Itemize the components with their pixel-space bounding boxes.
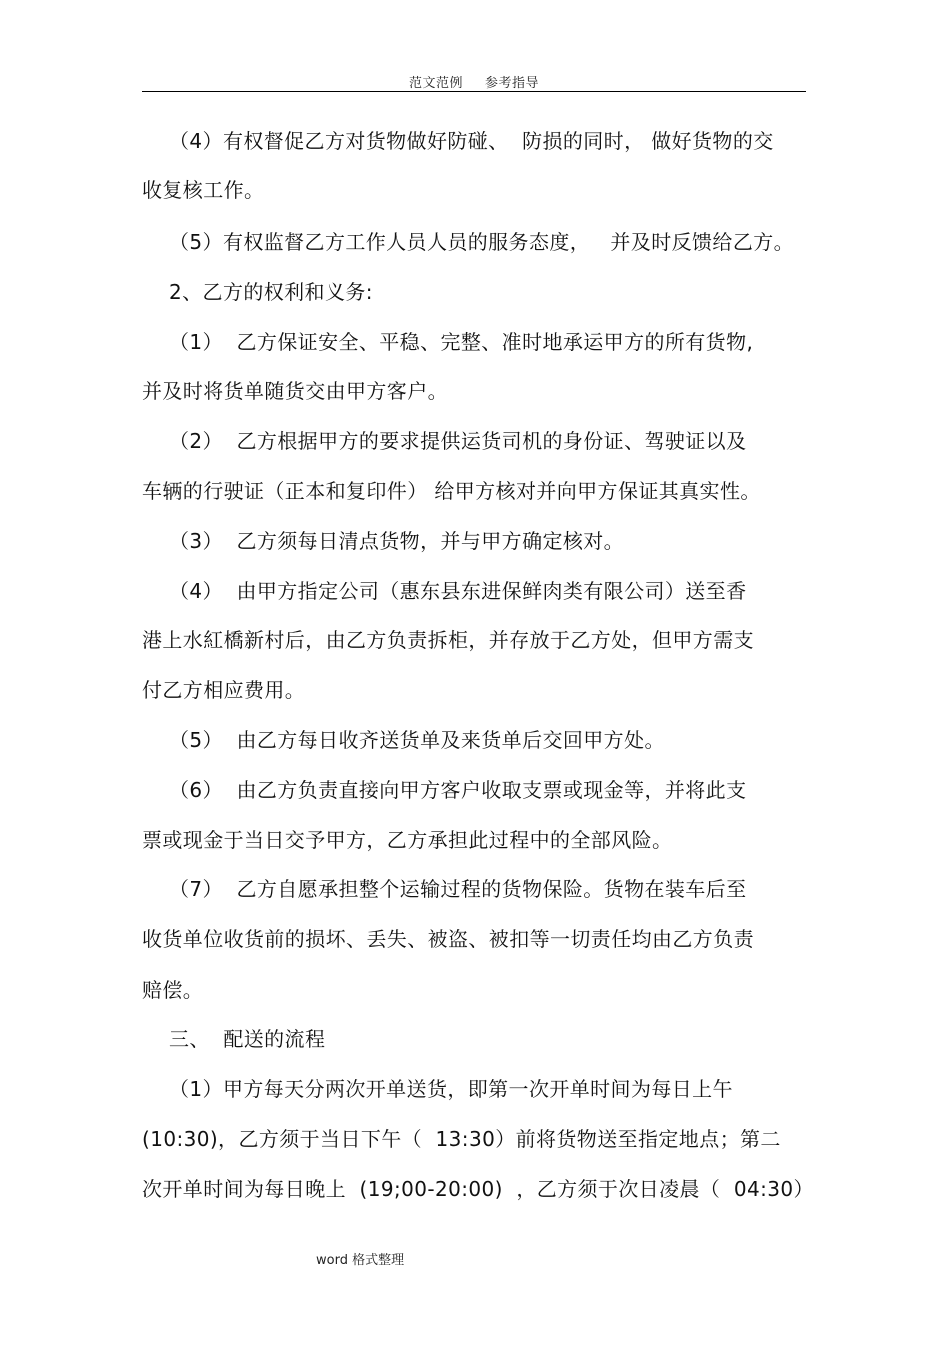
text-line: 票或现金于当日交予甲方，乙方承担此过程中的全部风险。 [142, 828, 673, 852]
text-line: 车辆的行驶证（正本和复印件） 给甲方核对并向甲方保证其真实性。 [142, 479, 761, 503]
text-line: 港上水紅橋新村后，由乙方负责拆柜，并存放于乙方处，但甲方需支 [142, 628, 754, 652]
text-line: 收货单位收货前的损坏、丢失、被盗、被扣等一切责任均由乙方负责 [142, 927, 754, 951]
text-line: 2、乙方的权利和义务: [142, 280, 373, 304]
section-heading: 三、 配送的流程 [142, 1027, 326, 1051]
text-line: （4） 由甲方指定公司（惠东县东进保鲜肉类有限公司）送至香 [142, 579, 747, 603]
text-line: （3） 乙方须每日清点货物，并与甲方确定核对。 [142, 529, 625, 553]
text-line: （1） 乙方保证安全、平稳、完整、准时地承运甲方的所有货物, [142, 330, 754, 354]
header-right: 参考指导 [485, 76, 540, 91]
page-header [142, 72, 806, 91]
text-line: （5）有权监督乙方工作人员人员的服务态度， 并及时反馈给乙方。 [142, 230, 795, 254]
text-line: 收复核工作。 [142, 178, 265, 202]
text-line: （4）有权督促乙方对货物做好防碰、 防损的同时， 做好货物的交 [142, 129, 774, 153]
text-line: 赔偿。 [142, 978, 204, 1002]
text-line: （1）甲方每天分两次开单送货，即第一次开单时间为每日上午 [142, 1077, 733, 1101]
text-line: 次开单时间为每日晚上 (19;00-20:00) ，乙方须于次日凌晨（ 04:30） [142, 1177, 814, 1201]
page-footer: word 格式整理 [316, 1253, 405, 1268]
text-line: 付乙方相应费用。 [142, 678, 306, 702]
text-line: 并及时将货单随货交由甲方客户。 [142, 379, 448, 403]
header-left: 范文范例 [408, 76, 463, 91]
header-rule [142, 91, 806, 92]
text-line: （7） 乙方自愿承担整个运输过程的货物保险。货物在装车后至 [142, 877, 747, 901]
text-line: (10:30)，乙方须于当日下午（ 13:30）前将货物送至指定地点；第二 [142, 1127, 781, 1151]
text-line: （2） 乙方根据甲方的要求提供运货司机的身份证、驾驶证以及 [142, 429, 747, 453]
text-line: （6） 由乙方负责直接向甲方客户收取支票或现金等，并将此支 [142, 778, 747, 802]
text-line: （5） 由乙方每日收齐送货单及来货单后交回甲方处。 [142, 728, 665, 752]
